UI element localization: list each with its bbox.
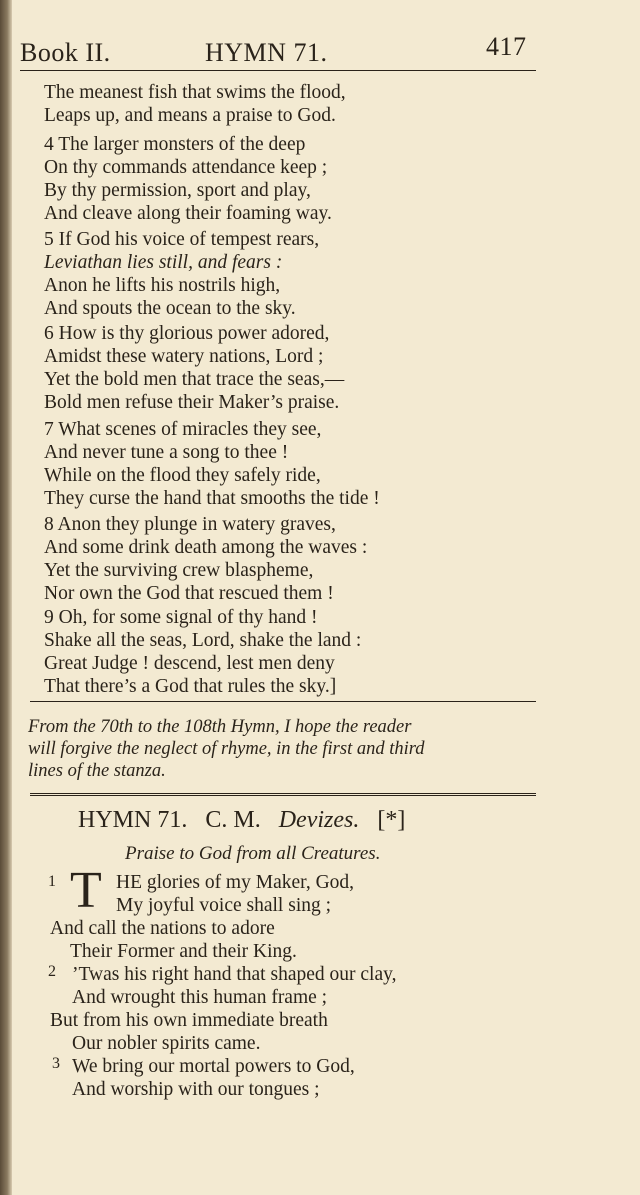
stanza-5 [44,228,524,320]
header-rule [20,70,536,71]
verse-line: And wrought this human frame ; [72,987,328,1008]
verse-line: Anon he lifts his nostrils high, [44,275,281,296]
page-number: 417 [486,32,527,61]
verse-line: And spouts the ocean to the sky. [44,298,296,319]
verse-line: And cleave along their foaming way. [44,203,332,224]
hymn-tune: Devizes. [278,807,360,833]
stanza-6 [44,322,524,414]
hymn-heading [78,807,538,834]
verse-line: Yet the surviving crew blaspheme, [44,560,314,581]
hymn-meter: C. M. [205,807,261,833]
verse-line: And never tune a song to thee ! [44,442,289,463]
verse-line: 4 The larger monsters of the deep [44,134,306,155]
verse-line: Bold men refuse their Maker’s praise. [44,392,340,413]
verse-line: 5 If God his voice of tempest rears, [44,229,320,250]
book-spine-shadow [0,0,12,1195]
verse-line: And some drink death among the waves : [44,537,368,558]
editor-note [28,716,540,782]
stanza-number: 2 [48,963,56,980]
stanza-7 [44,418,524,510]
stanza-8 [44,513,524,605]
verse-line: Nor own the God that rescued them ! [44,583,334,604]
verse-line: ’Twas his right hand that shaped our clay, [72,964,397,985]
verse-line: But from his own immediate breath [50,1010,328,1031]
verse-line: 7 What scenes of miracles they see, [44,419,322,440]
verse-line: Our nobler spirits came. [72,1033,261,1054]
verse-line: 9 Oh, for some signal of thy hand ! [44,607,318,628]
running-head-hymn: HYMN 71. [205,38,328,67]
stanza-9 [44,606,524,698]
stanza-continuation [44,81,524,127]
section-rule [30,701,536,702]
verse-line: By thy permission, sport and play, [44,180,311,201]
hymn-stanza-3 [48,1055,528,1101]
stanza-4 [44,133,524,225]
verse-line: We bring our mortal powers to God, [72,1056,355,1077]
verse-line: Great Judge ! descend, lest men deny [44,653,335,674]
hymn-number: HYMN 71. [78,807,188,833]
verse-line: And call the nations to adore [50,918,275,939]
hymn-mark: [*] [377,807,406,833]
verse-line: And worship with our tongues ; [72,1079,320,1100]
verse-line: They curse the hand that smooths the tide ! [44,488,380,509]
hymn-stanza-1 [48,862,528,963]
verse-line: Shake all the seas, Lord, shake the land : [44,630,362,651]
note-line: lines of the stanza. [28,761,166,781]
verse-line: On thy commands attendance keep ; [44,157,328,178]
verse-line: While on the flood they safely ride, [44,465,321,486]
verse-line: The meanest fish that swims the flood, [44,82,346,103]
verse-line: That there’s a God that rules the sky.] [44,676,337,697]
verse-line: Leviathan lies still, and fears : [44,252,283,273]
stanza-number: 1 [48,873,56,890]
drop-cap: T [70,862,102,919]
verse-line: HE glories of my Maker, God, [116,872,355,893]
verse-line: 6 How is thy glorious power adored, [44,323,330,344]
verse-line: Their Former and their King. [70,941,297,962]
running-head-book: Book II. [20,38,111,67]
note-line: will forgive the neglect of rhyme, in the first and third [28,739,425,759]
hymn-stanza-2 [48,963,528,1055]
verse-line: Yet the bold men that trace the seas,— [44,369,345,390]
double-rule [30,793,536,796]
verse-line: My joyful voice shall sing ; [116,895,332,916]
verse-line: Leaps up, and means a praise to God. [44,105,336,126]
hymn-subtitle: Praise to God from all Creatures. [125,843,381,864]
verse-line: 8 Anon they plunge in watery graves, [44,514,336,535]
verse-line: Amidst these watery nations, Lord ; [44,346,324,367]
stanza-number: 3 [52,1055,60,1072]
page-header [20,32,532,68]
note-line: From the 70th to the 108th Hymn, I hope the reader [28,717,412,737]
